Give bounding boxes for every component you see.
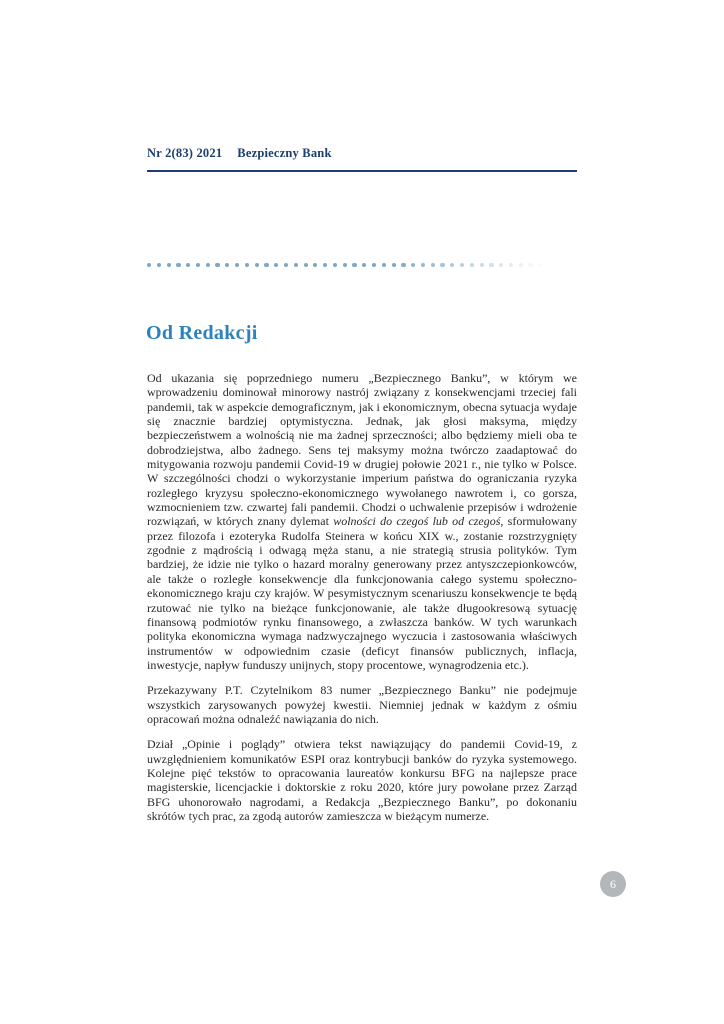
section-title: Od Redakcji — [146, 322, 258, 344]
dot — [255, 263, 259, 267]
text-run: Dział „Opinie i poglądy” otwiera tekst nawiązujący do pandemii Covid-19, z uwzględnieniem komunikatów ESPI oraz kontrybucji banków do ryzyka systemowego. Kolejne pięć tekstów to opracowania laureatów konkursu BFG na najlepsze prace magisterskie, licencjackie i doktorskie z roku 2020, które jury powołane przez Zarząd BFG uhonorowało nagrodami, a Redakcja „Bezpiecznego Banku”, po dokonaniu skrótów tych prac, za zgodą autorów zamieszcza w bieżącym numerze. — [147, 737, 577, 823]
dot — [176, 263, 180, 267]
dot — [313, 263, 317, 267]
dot — [196, 263, 200, 267]
dot — [480, 263, 484, 267]
italic-run: wolności do czegoś lub od czegoś — [333, 514, 501, 529]
dot — [157, 263, 161, 267]
text-run: Przekazywany P.T. Czytelnikom 83 numer „Bezpiecznego Banku” nie podejmuje wszystkich zarysowanych powyżej kwestii. Niemniej jednak w każdym z ośmiu opracowań można odnaleźć nawiązania do nich. — [147, 683, 577, 726]
dot — [382, 263, 386, 267]
dot — [245, 263, 249, 267]
dot — [284, 263, 288, 267]
text-run: , sformułowany przez filozofa i ezoteryka Rudolfa Steinera w końcu XIX w., zostanie rozstrzygnięty zgodnie z mądrością i odwagą męża stanu, a nie strategią strusia polityków. Tym bardziej, że idzie nie tylko o hazard moralny generowany przez antyszczepionkowców, ale także o rozległe konsekwencje dla funkcjonowania całego systemu społeczno-ekonomicznego kraju czy krajów. W pesymistycznym scenariuszu konsekwencje te będą rzutować nie tylko na bieżące funkcjonowanie, ale także długookresową sytuację finansową podmiotów rynku finansowego, a zwłaszcza banków. W tych warunkach polityka ekonomiczna wymaga nadzwyczajnego wyczucia i zastosowania właściwych instrumentów w odpowiednim czasie (deficyt finansów publicznych, inflacja, inwestycje, napływ funduszy unijnych, stopy procentowe, wynagrodzenia etc.). — [147, 514, 577, 672]
dot — [323, 263, 327, 267]
dot — [519, 263, 523, 267]
paragraph — [147, 371, 577, 672]
dot — [343, 263, 347, 267]
dot — [304, 263, 308, 267]
dot — [333, 263, 337, 267]
dot — [167, 263, 171, 267]
journal-title: Bezpieczny Bank — [237, 146, 332, 160]
dot — [509, 263, 513, 267]
editorial-text — [147, 371, 577, 834]
dot — [392, 263, 396, 267]
dot — [440, 263, 444, 267]
dot — [460, 263, 464, 267]
dot — [274, 263, 278, 267]
issue-number: Nr 2(83) 2021 — [147, 146, 223, 160]
journal-header — [147, 146, 577, 161]
dot — [186, 263, 190, 267]
dot — [499, 263, 503, 267]
header-divider — [147, 170, 577, 172]
dot — [147, 263, 151, 267]
dot — [294, 263, 298, 267]
paragraph — [147, 737, 577, 823]
dots-divider — [147, 263, 548, 267]
dot — [411, 263, 415, 267]
dot — [362, 263, 366, 267]
dot — [431, 263, 435, 267]
dot — [215, 263, 219, 267]
paragraph — [147, 683, 577, 726]
text-run: Od ukazania się poprzedniego numeru „Bezpiecznego Banku”, w którym we wprowadzeniu dominował minorowy nastrój związany z konsekwencjami trzeciej fali pandemii, tak w aspekcie demograficznym, jak i ekonomicznym, obecna sytuacja wydaje się znacznie bardziej optymistyczna. Jednak, jak głosi maksyma, między bezpieczeństwem a wolnością nie ma żadnej sprzeczności; albo będziemy mieli oba te dobrodziejstwa, albo żadnego. Sens tej maksymy można twórczo zaadaptować do mitygowania rozwoju pandemii Covid-19 w drugiej połowie 2021 r., nie tylko w Polsce. W szczególności chodzi o wykorzystanie imperium państwa do ograniczania ryzyka rozległego kryzysu społeczno-ekonomicznego wywołanego nawrotem i, co gorsza, wzmocnieniem tzw. czwartej fali pandemii. Chodzi o uchwalenie przepisów i wdrożenie rozwiązań, w których znany dylemat — [147, 371, 577, 529]
dot — [225, 263, 229, 267]
dot — [450, 263, 454, 267]
dot — [489, 263, 493, 267]
dot — [352, 263, 356, 267]
dot — [206, 263, 210, 267]
dot — [264, 263, 268, 267]
dot — [528, 263, 532, 267]
dot — [470, 263, 474, 267]
page-number-badge: 6 — [600, 871, 626, 897]
dot — [401, 263, 405, 267]
dot — [538, 263, 542, 267]
dot — [235, 263, 239, 267]
dot — [421, 263, 425, 267]
dot — [372, 263, 376, 267]
